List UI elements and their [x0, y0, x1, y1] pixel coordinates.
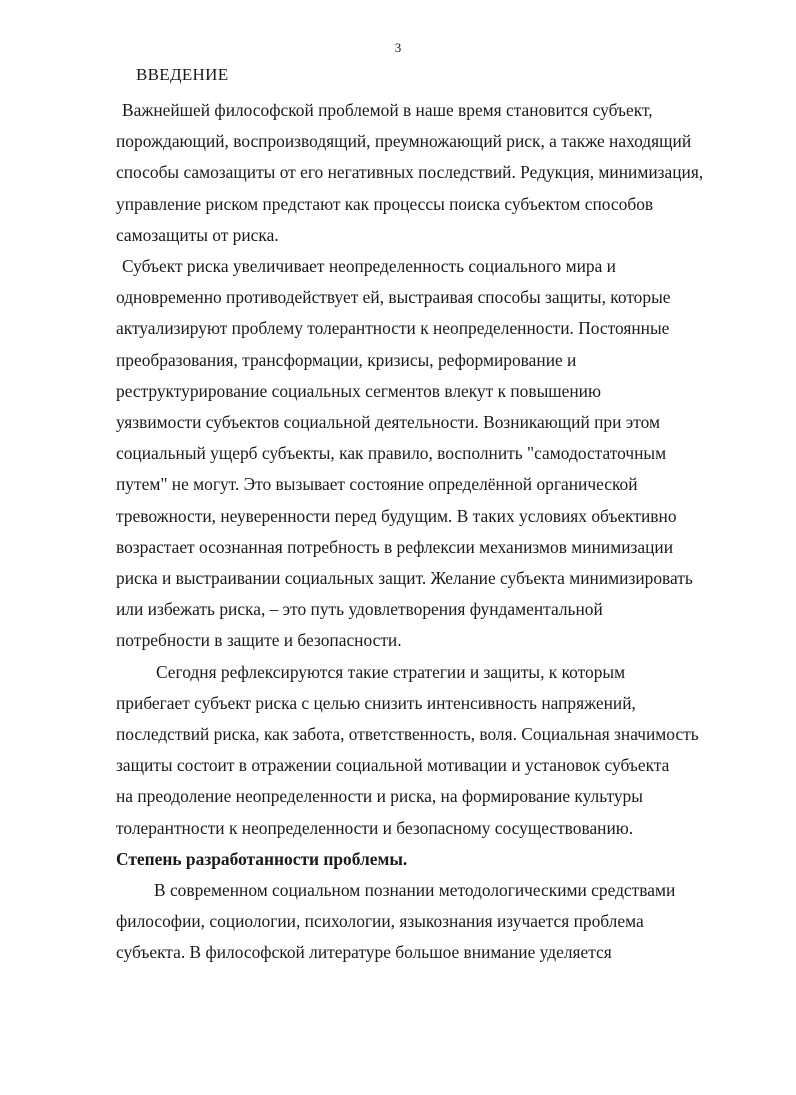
text-line: философии, социологии, психологии, языкознания изучается проблема	[116, 911, 644, 932]
text-line: реструктурирование социальных сегментов влекут к повышению	[116, 380, 601, 401]
paragraph-2	[116, 251, 784, 657]
text-line: толерантности к неопределенности и безопасному сосуществованию.	[116, 817, 634, 838]
text-line: Сегодня рефлексируются такие стратегии и защиты, к которым	[156, 661, 626, 682]
paragraph-4	[116, 875, 784, 969]
text-line: на преодоление неопределенности и риска, на формирование культуры	[116, 786, 643, 807]
text-line: актуализируют проблему толерантности к неопределенности. Постоянные	[116, 318, 670, 339]
text-line: тревожности, неуверенности перед будущим. В таких условиях объективно	[116, 505, 677, 526]
text-line: порождающий, воспроизводящий, преумножающий риск, а также находящий	[116, 131, 692, 152]
text-line: Важнейшей философской проблемой в наше время становится субъект,	[122, 100, 653, 120]
text-line: прибегает субъект риска с целью снизить интенсивность напряжений,	[116, 692, 636, 713]
body-text	[116, 95, 784, 969]
page-number: 3	[394, 40, 402, 55]
text-line: социальный ущерб субъекты, как правило, восполнить "самодостаточным	[116, 443, 667, 464]
section-heading: Степень разработанности проблемы.	[116, 848, 408, 869]
text-line: уязвимости субъектов социальной деятельности. Возникающий при этом	[116, 412, 660, 433]
introduction-heading: ВВЕДЕНИЕ	[136, 65, 229, 84]
text-line: В современном социальном познании методологическими средствами	[154, 880, 676, 901]
text-line: или избежать риска, – это путь удовлетворения фундаментальной	[116, 599, 603, 620]
text-line: путем" не могут. Это вызывает состояние определённой органической	[116, 474, 638, 495]
text-line: возрастает осознанная потребность в рефлексии механизмов минимизации	[116, 536, 674, 557]
paragraph-1	[116, 95, 784, 251]
text-line: последствий риска, как забота, ответственность, воля. Социальная значимость	[116, 724, 699, 745]
text-line: самозащиты от риска.	[116, 224, 279, 245]
paragraph-3	[116, 657, 784, 844]
text-line: защиты состоит в отражении социальной мотивации и установок субъекта	[116, 755, 670, 776]
text-line: субъекта. В философской литературе большое внимание уделяется	[116, 942, 612, 963]
text-line: одновременно противодействует ей, выстраивая способы защиты, которые	[116, 287, 671, 308]
text-line: способы самозащиты от его негативных последствий. Редукция, минимизация,	[116, 162, 704, 183]
text-line: потребности в защите и безопасности.	[116, 630, 402, 651]
text-line: преобразования, трансформации, кризисы, реформирование и	[116, 349, 577, 370]
text-line: управление риском предстают как процессы поиска субъектом способов	[116, 193, 654, 214]
text-line: риска и выстраивании социальных защит. Желание субъекта минимизировать	[116, 568, 693, 589]
text-line: Субъект риска увеличивает неопределенность социального мира и	[122, 256, 616, 277]
